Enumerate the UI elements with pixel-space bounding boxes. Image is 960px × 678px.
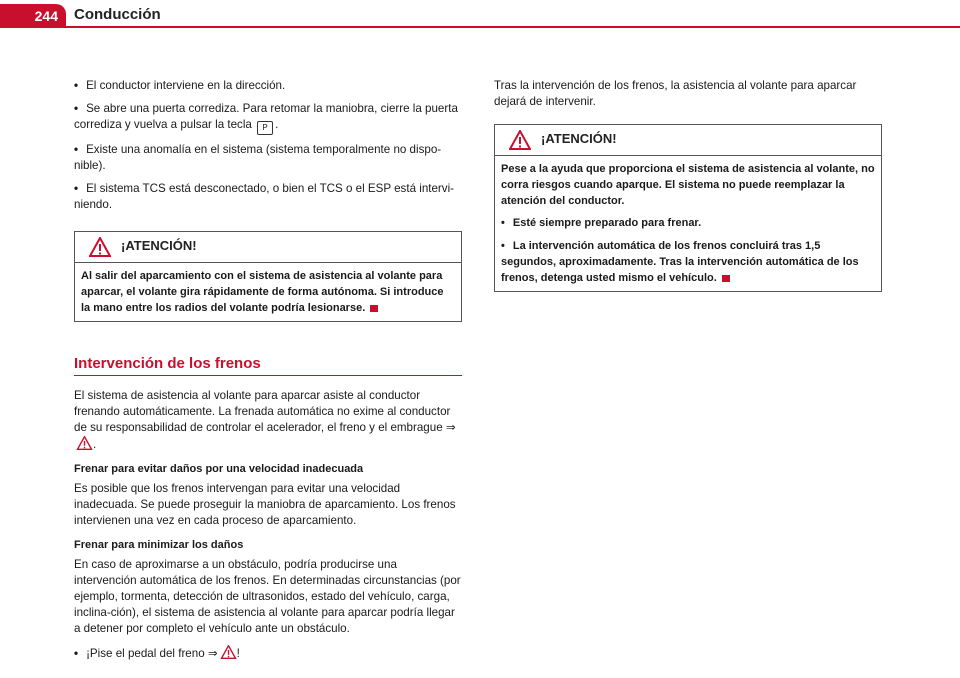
list-item: • Esté siempre preparado para frenar.: [501, 217, 702, 229]
header-rule: [0, 26, 960, 28]
warning-header: [75, 232, 461, 263]
list-item: • El conductor interviene en la dirección.: [74, 79, 286, 92]
warning-title: ¡ATENCIÓN!: [121, 238, 197, 253]
paragraph: En caso de aproximarse a un obstáculo, podría producirse una intervención automática de los frenos. En determinadas circunstancias (por ejemplo, tormenta, detección de ultrasonidos, estado del vehículo, carga, inclina-ción), el sistema de asistencia al volante para aparcar podría llegar a detener por completo el vehículo ante un obstáculo.: [74, 558, 461, 635]
list-item: • Existe una anomalía en el sistema (sistema temporalmente no dispo-nible).: [74, 143, 442, 172]
warning-triangle-icon: [89, 237, 111, 257]
warning-header: [495, 125, 881, 156]
list-item: • La intervención automática de los frenos concluirá tras 1,5 segundos, aproximadamente. Tras la intervención automática de los frenos, detenga usted mismo el vehículo.: [501, 240, 859, 284]
list-item: • ¡Pise el pedal del freno ⇒ !: [74, 647, 240, 660]
page-title: Conducción: [74, 6, 161, 23]
subheading: Frenar para minimizar los daños: [74, 539, 244, 551]
park-assist-key-icon: P: [257, 121, 273, 135]
page-header: [0, 0, 960, 28]
intro-paragraph: El sistema de asistencia al volante para aparcar asiste al conductor frenando automáticamente. La frenada automática no exime al conductor de su responsabilidad de controlar el acelerador, el freno y el embrague ⇒.: [74, 389, 456, 451]
warning-body: Pese a la ayuda que proporciona el sistema de asistencia al volante, no corra riesgos cuando aparque. El sistema no puede reemplazar la atención del conductor. • Esté siempre preparado para frenar. • La intervención automática de los frenos concluirá tras 1,5 segundos, aproximadamente. Tras la intervención automática de los frenos, detenga usted mismo el vehículo.: [501, 163, 875, 284]
left-column: [74, 78, 462, 669]
intro-paragraph: Tras la intervención de los frenos, la asistencia al volante para aparcar dejará de intervenir.: [494, 79, 857, 108]
warning-triangle-icon: [220, 645, 237, 659]
warning-box: [494, 124, 882, 292]
warning-body: Al salir del aparcamiento con el sistema de asistencia al volante para aparcar, el volante gira rápidamente de forma autónoma. Si introduce la mano entre los radios del volante podría lesionarse.: [81, 270, 444, 314]
page-number: 244: [0, 4, 66, 28]
subheading: Frenar para evitar daños por una velocidad inadecuada: [74, 463, 364, 475]
warning-title: ¡ATENCIÓN!: [541, 131, 617, 146]
paragraph: Es posible que los frenos intervengan para evitar una velocidad inadecuada. Se puede proseguir la maniobra de aparcamiento. Los frenos intervienen una vez en cada proceso de aparcamiento.: [74, 482, 456, 527]
end-mark-icon: [722, 275, 730, 282]
warning-triangle-icon: [76, 436, 93, 450]
list-item: • El sistema TCS está desconectado, o bien el TCS o el ESP está intervi-niendo.: [74, 182, 455, 211]
end-mark-icon: [370, 305, 378, 312]
section-heading: Intervención de los frenos: [74, 356, 462, 376]
right-column: [494, 78, 882, 292]
warning-triangle-icon: [509, 130, 531, 150]
list-item: • Se abre una puerta corrediza. Para retomar la maniobra, cierre la puerta corrediza y vuelva a pulsar la tecla P .: [74, 101, 462, 135]
warning-box: [74, 231, 462, 322]
